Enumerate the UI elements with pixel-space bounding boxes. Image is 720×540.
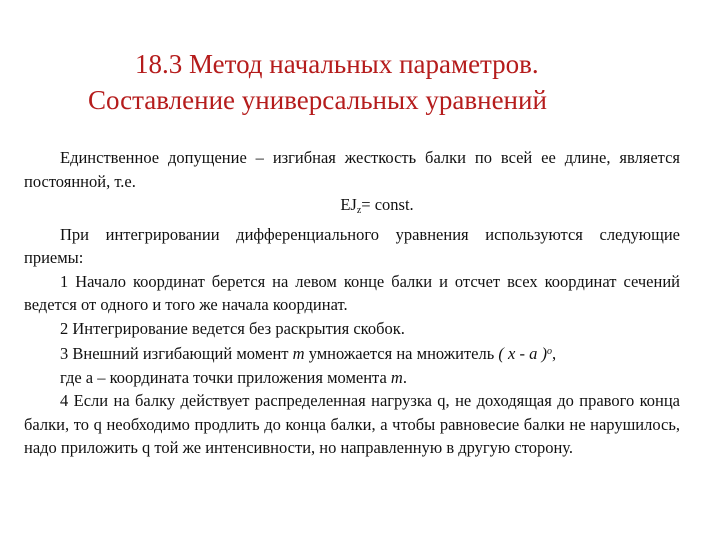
item3b-text-1: где а – координата точки приложения момента bbox=[60, 367, 391, 387]
formula-subscript: z bbox=[356, 205, 362, 216]
technique-item-2: 2 Интегрирование ведется без раскрытия скобок. bbox=[60, 318, 405, 338]
techniques-intro: При интегрировании дифференциального уравнения используются следующие приемы: bbox=[24, 224, 680, 267]
item3-exponent: o bbox=[546, 346, 552, 357]
technique-item-3-note bbox=[24, 366, 680, 390]
item3b-moment-symbol: m bbox=[390, 367, 403, 387]
item3-text-2: умножается на множитель bbox=[304, 344, 499, 363]
item3b-text-2: . bbox=[402, 367, 407, 387]
body-text bbox=[24, 146, 680, 460]
formula-lhs: EJ bbox=[340, 195, 357, 214]
technique-item-1: 1 Начало координат берется на левом конце балки и отсчет всех координат сечений ведется от одного и того же начала координат. bbox=[24, 271, 680, 314]
assumption-paragraph: Единственное допущение – изгибная жесткость балки по всей ее длине, является постоянной, т.е. bbox=[24, 148, 680, 191]
slide-title bbox=[0, 46, 720, 118]
title-line-1: 18.3 Метод начальных параметров. bbox=[135, 49, 539, 79]
item3-text-3: , bbox=[551, 344, 557, 363]
formula-rhs: = const. bbox=[361, 195, 414, 214]
technique-item-3 bbox=[24, 340, 680, 366]
technique-item-4: 4 Если на балку действует распределенная нагрузка q, не доходящая до правого конца балки, то q необходимо продлить до конца балки, а чтобы равновесие балки не нарушилось, надо приложить q той же интенсивности, но направленную в другую сторону. bbox=[24, 391, 680, 457]
stiffness-formula bbox=[24, 193, 680, 223]
item3-factor: ( x - a ) bbox=[498, 344, 547, 363]
item3-text-1: 3 Внешний изгибающий момент bbox=[60, 344, 293, 363]
title-line-2: Составление универсальных уравнений bbox=[88, 85, 547, 115]
item3-moment-symbol: m bbox=[292, 344, 305, 363]
